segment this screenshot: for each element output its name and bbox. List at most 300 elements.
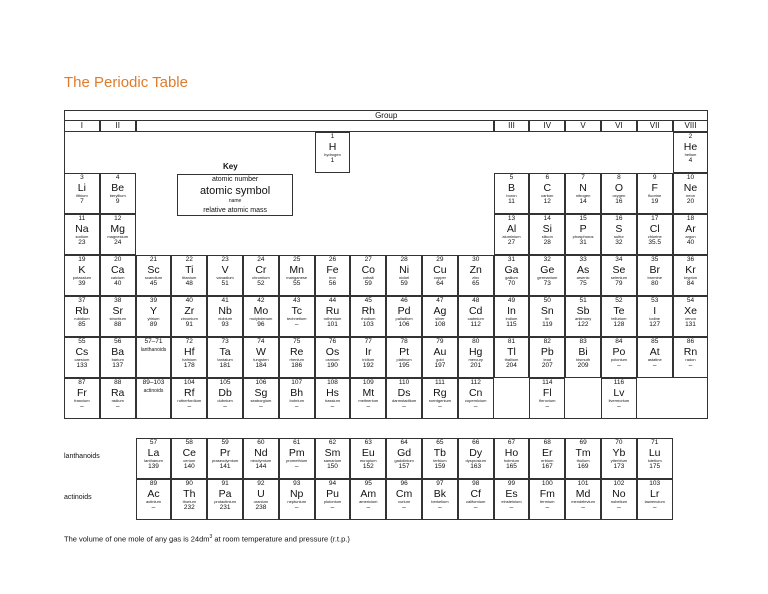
relative-atomic-mass: 165 [506,463,517,470]
atomic-number: 69 [579,439,587,446]
atomic-number: 73 [221,338,229,345]
element-name: radon [685,357,696,362]
group-label-iv: IV [529,120,565,132]
relative-atomic-mass: 238 [255,504,267,511]
relative-atomic-mass: 232 [183,504,195,511]
atomic-number: 74 [257,338,265,345]
relative-atomic-mass: – [223,403,227,410]
atomic-number: 18 [686,215,695,222]
series-note: lanthanoids [140,346,167,353]
relative-atomic-mass: 144 [255,463,267,470]
relative-atomic-mass: 65 [472,280,480,287]
atomic-symbol: Md [575,487,591,500]
element-name: gadolinium [394,458,414,463]
atomic-number: 94 [328,480,337,487]
element-gd [386,438,422,479]
atomic-number: 54 [686,297,695,304]
relative-atomic-mass: 79 [615,280,623,287]
relative-atomic-mass: 152 [362,463,374,470]
relative-atomic-mass: 59 [400,280,408,287]
atomic-symbol: Xe [684,304,697,317]
relative-atomic-mass: – [402,403,406,410]
atomic-symbol: Re [289,345,304,358]
relative-atomic-mass: 122 [577,321,589,328]
relative-atomic-mass: – [438,504,442,511]
element-name: mendelevium [571,499,595,504]
atomic-number: 4 [115,174,120,181]
atomic-number: 84 [615,338,623,345]
footnote [64,534,350,544]
atomic-number: 14 [543,215,551,222]
atomic-symbol: K [78,263,86,276]
element-tm [565,438,601,479]
atomic-symbol: Au [433,345,447,358]
atomic-symbol: Br [649,263,660,276]
relative-atomic-mass: 39 [78,280,86,287]
element-name: antimony [574,316,592,321]
element-name: protactinium [214,499,236,504]
atomic-number: 15 [579,215,587,222]
atomic-number: 5 [509,174,514,181]
relative-atomic-mass: – [473,504,478,511]
element-am [350,479,386,520]
relative-atomic-mass: – [617,504,621,511]
atomic-number: 39 [149,297,158,304]
atomic-number: 81 [507,338,516,345]
atomic-number: 27 [364,256,372,263]
relative-atomic-mass: – [366,403,371,410]
relative-atomic-mass: 73 [543,280,551,287]
atomic-number: 58 [185,439,193,446]
relative-atomic-mass: 27 [507,239,516,246]
relative-atomic-mass: 40 [686,239,695,246]
atomic-symbol: Pa [218,487,232,500]
group-label-v: V [565,120,601,132]
atomic-symbol: Te [613,304,625,317]
atomic-number: 75 [293,338,301,345]
atomic-symbol: Fr [76,386,87,399]
relative-atomic-mass: – [294,463,299,470]
element-name: seaborgium [250,398,272,403]
relative-atomic-mass: 159 [434,463,446,470]
atomic-symbol: Mt [362,386,375,399]
atomic-number: 37 [78,297,86,304]
atomic-symbol: Hf [184,345,195,358]
element-name: tantalum [217,357,233,362]
element-name: fluorine [648,193,662,198]
atomic-symbol: Cs [75,345,89,358]
relative-atomic-mass: 150 [327,463,338,470]
atomic-symbol: Ds [397,386,411,399]
atomic-symbol: Ar [685,222,696,235]
relative-atomic-mass: 190 [327,362,338,369]
atomic-number: 28 [400,256,408,263]
relative-atomic-mass: 131 [685,321,696,328]
element-name: einsteinium [501,499,522,504]
relative-atomic-mass: 209 [577,362,589,369]
atomic-symbol: Zr [184,304,195,317]
element-name: lead [543,357,552,362]
atomic-symbol: Be [111,181,125,194]
atomic-symbol: Fl [542,386,552,399]
atomic-symbol: Nb [218,304,232,317]
atomic-symbol: C [543,181,552,194]
atomic-symbol: Sb [576,304,590,317]
element-name: lanthanum [144,458,163,463]
atomic-number: 40 [185,297,193,304]
atomic-symbol: Ba [111,345,125,358]
atomic-symbol: Fm [539,487,555,500]
relative-atomic-mass: 204 [506,362,517,369]
atomic-symbol: Am [360,487,377,500]
atomic-number: 91 [221,480,229,487]
atomic-number: 111 [434,379,445,386]
element-name: promethium [286,458,308,463]
element-ce [171,438,207,479]
relative-atomic-mass: 173 [613,463,625,470]
element-lu [637,438,673,479]
atomic-symbol: Gd [397,446,412,459]
element-name: nobelium [610,499,628,504]
atomic-number: 1 [330,133,335,140]
relative-atomic-mass: 88 [114,321,122,328]
relative-atomic-mass: – [294,403,299,410]
relative-atomic-mass: 108 [434,321,446,328]
atomic-symbol: Ta [219,345,231,358]
element-name: arsenic [576,275,590,280]
atomic-symbol: Y [149,304,157,317]
element-ac [136,479,172,520]
relative-atomic-mass: 184 [255,362,267,369]
relative-atomic-mass: 115 [506,321,517,328]
element-name: calcium [110,275,125,280]
atomic-number: 83 [579,338,587,345]
element-name: iodine [649,316,661,321]
atomic-number: 2 [688,133,693,140]
relative-atomic-mass: 157 [398,463,410,470]
atomic-symbol: Ac [147,487,160,500]
element-name: neon [686,193,695,198]
atomic-symbol: Yb [612,446,626,459]
atomic-symbol: Cn [468,386,483,399]
element-name: barium [111,357,124,362]
atomic-symbol: Ce [182,446,196,459]
group-header: Group [64,110,708,121]
atomic-symbol: Sr [112,304,123,317]
atomic-symbol: Tl [507,345,516,358]
element-name: terbium [433,458,447,463]
element-name: dubnium [217,398,233,403]
key-relative-atomic-mass: relative atomic mass [203,207,267,214]
atomic-number: 106 [255,379,267,386]
element-name: lithium [76,193,88,198]
relative-atomic-mass: – [438,403,442,410]
relative-atomic-mass: 201 [470,362,482,369]
element-name: iridium [362,357,375,362]
atomic-symbol: Ge [540,263,555,276]
atomic-symbol: Bk [433,487,447,500]
element-th [171,479,207,520]
key-atomic-symbol: atomic symbol [199,185,271,197]
atomic-number: 82 [543,338,551,345]
atomic-number: 60 [257,439,265,446]
atomic-symbol: Kr [685,263,696,276]
element-name: silver [435,316,445,321]
element-name: holmium [503,458,520,463]
element-name: erbium [541,458,554,463]
relative-atomic-mass: – [294,321,299,328]
relative-atomic-mass: – [330,403,335,410]
atomic-symbol: S [615,222,623,235]
atomic-symbol: Zn [469,263,482,276]
element-name: hafnium [182,357,197,362]
relative-atomic-mass: 75 [579,280,587,287]
element-name: titanium [182,275,197,280]
relative-atomic-mass: – [473,403,478,410]
atomic-symbol: Pr [219,446,231,459]
atomic-number: 85 [651,338,659,345]
element-name: iron [329,275,336,280]
atomic-number: 16 [615,215,623,222]
atomic-symbol: Db [218,386,232,399]
relative-atomic-mass: 141 [219,463,231,470]
element-name: tellurium [611,316,627,321]
atomic-number: 89 [149,480,158,487]
atomic-number: 43 [293,297,301,304]
element-name: fermium [540,499,555,504]
atomic-symbol: W [255,345,266,358]
atomic-symbol: Ni [399,263,410,276]
atomic-number: 32 [543,256,551,263]
relative-atomic-mass: 20 [686,198,695,205]
atomic-number: 52 [615,297,623,304]
relative-atomic-mass: 106 [398,321,410,328]
element-er [529,438,565,479]
relative-atomic-mass: 14 [579,198,587,205]
atomic-symbol: Eu [361,446,375,459]
element-name: sodium [75,234,89,239]
atomic-number: 29 [436,256,444,263]
relative-atomic-mass: – [545,504,550,511]
relative-atomic-mass: 133 [76,362,88,369]
relative-atomic-mass: 40 [114,280,122,287]
element-pr [207,438,243,479]
atomic-number: 102 [613,480,625,487]
relative-atomic-mass: 70 [507,280,516,287]
element-name: sulfur [614,234,624,239]
element-name: gallium [505,275,518,280]
atomic-number: 38 [114,297,122,304]
element-name: hassium [325,398,340,403]
element-name: thulium [576,458,590,463]
atomic-number: 36 [686,256,695,263]
atomic-number: 50 [543,297,551,304]
relative-atomic-mass: 12 [543,198,551,205]
atomic-symbol: Mo [253,304,269,317]
element-name: thallium [504,357,519,362]
element-name: ytterbium [610,458,628,463]
element-pa [207,479,243,520]
atomic-number: 110 [398,379,410,386]
relative-atomic-mass: 35.5 [648,239,662,246]
atomic-symbol: Np [289,487,304,500]
atomic-number: 23 [221,256,229,263]
element-name: cobalt [362,275,374,280]
atomic-symbol: Na [75,222,89,235]
relative-atomic-mass: 175 [649,463,661,470]
relative-atomic-mass: – [80,403,84,410]
element-name: lutetium [647,458,662,463]
element-name: niobium [218,316,233,321]
element-name: scandium [144,275,163,280]
relative-atomic-mass: 16 [615,198,623,205]
element-name: flerovium [539,398,556,403]
element-name: polonium [610,357,628,362]
element-tb [422,438,458,479]
element-name: bohrium [289,398,304,403]
atomic-number: 72 [185,338,193,345]
element-name: beryllium [109,193,126,198]
atomic-symbol: Co [361,263,375,276]
element-name: helium [684,152,697,157]
relative-atomic-mass: 96 [257,321,265,328]
element-name: technetium [286,316,307,321]
relative-atomic-mass: 52 [257,280,265,287]
relative-atomic-mass: 93 [221,321,229,328]
atomic-number: 108 [327,379,338,386]
atomic-number: 57–71 [144,338,163,345]
relative-atomic-mass: 101 [327,321,338,328]
atomic-number: 25 [293,256,301,263]
relative-atomic-mass: 32 [615,239,623,246]
atomic-symbol: No [612,487,626,500]
atomic-symbol: F [651,181,658,194]
atomic-number: 114 [542,379,553,386]
relative-atomic-mass: 59 [364,280,372,287]
relative-atomic-mass: 169 [577,463,589,470]
element-name: nitrogen [575,193,591,198]
atomic-symbol: Al [506,222,517,235]
table-border [64,110,708,419]
relative-atomic-mass: – [617,403,621,410]
atomic-number: 35 [651,256,659,263]
element-name: meitnerium [358,398,379,403]
atomic-number: 59 [221,439,229,446]
lanthanoids-row-label: lanthanoids [64,453,100,460]
atomic-symbol: At [649,345,660,358]
atomic-number: 30 [472,256,480,263]
atomic-number: 33 [579,256,587,263]
atomic-symbol: Pt [399,345,410,358]
relative-atomic-mass: 119 [542,321,553,328]
element-name: tungsten [253,357,269,362]
atomic-number: 78 [400,338,408,345]
element-name: xenon [685,316,696,321]
element-name: gold [436,357,444,362]
element-name: zinc [472,275,480,280]
atomic-symbol: Fe [326,263,339,276]
atomic-symbol: Lu [648,446,661,459]
relative-atomic-mass: – [509,504,514,511]
element-name: copernicium [464,398,487,403]
atomic-symbol: Bi [578,345,588,358]
element-pu [315,479,351,520]
atomic-number: 80 [472,338,480,345]
series-note: actinoids [143,387,164,394]
relative-atomic-mass: 178 [183,362,195,369]
element-name: uranium [253,499,269,504]
atomic-symbol: In [507,304,516,317]
element-name: actinium [146,499,161,504]
atomic-symbol: Cd [468,304,483,317]
footnote-text: The volume of one mole of any gas is 24dm [64,534,210,544]
relative-atomic-mass: 85 [78,321,86,328]
element-name: rubidium [74,316,90,321]
atomic-number: 67 [507,439,516,446]
relative-atomic-mass: – [366,504,371,511]
atomic-number: 107 [291,379,303,386]
atomic-number: 47 [436,297,444,304]
atomic-number: 42 [257,297,265,304]
element-name: indium [505,316,518,321]
atomic-number: 98 [472,480,480,487]
element-name: krypton [683,275,698,280]
relative-atomic-mass: – [259,403,263,410]
relative-atomic-mass: 31 [579,239,587,246]
element-no [601,479,637,520]
atomic-number: 49 [507,297,516,304]
element-name: cerium [183,458,196,463]
element-name: molybdenum [249,316,273,321]
atomic-symbol: V [221,263,229,276]
atomic-symbol: Pd [397,304,411,317]
atomic-symbol: Sc [147,263,160,276]
atomic-number: 92 [257,480,265,487]
atomic-number: 34 [615,256,623,263]
element-name: silicon [541,234,553,239]
atomic-number: 100 [541,480,553,487]
element-name: darmstadtium [391,398,417,403]
element-name: argon [685,234,696,239]
element-name: livermorium [608,398,630,403]
relative-atomic-mass: 55 [293,280,301,287]
element-name: magnesium [107,234,129,239]
element-name: rhenium [289,357,304,362]
element-np [279,479,315,520]
group-label-i: I [64,120,100,132]
atomic-number: 3 [80,174,84,181]
atomic-number: 55 [78,338,86,345]
atomic-number: 86 [686,338,695,345]
relative-atomic-mass: 1 [330,157,335,164]
relative-atomic-mass: 64 [436,280,444,287]
atomic-number: 44 [328,297,337,304]
atomic-symbol: Rf [184,386,195,399]
atomic-symbol: Ga [504,263,519,276]
relative-atomic-mass: 84 [686,280,695,287]
atomic-symbol: Sm [324,446,341,459]
group-label-vi: VI [601,120,637,132]
atomic-symbol: Lv [613,386,625,399]
relative-atomic-mass: 128 [613,321,625,328]
atomic-symbol: Rg [433,386,447,399]
atomic-number: 101 [577,480,589,487]
group-label-iii: III [494,120,530,132]
relative-atomic-mass: – [581,504,585,511]
atomic-number: 89–103 [142,379,165,386]
relative-atomic-mass: 140 [183,463,195,470]
atomic-number: 51 [579,297,587,304]
